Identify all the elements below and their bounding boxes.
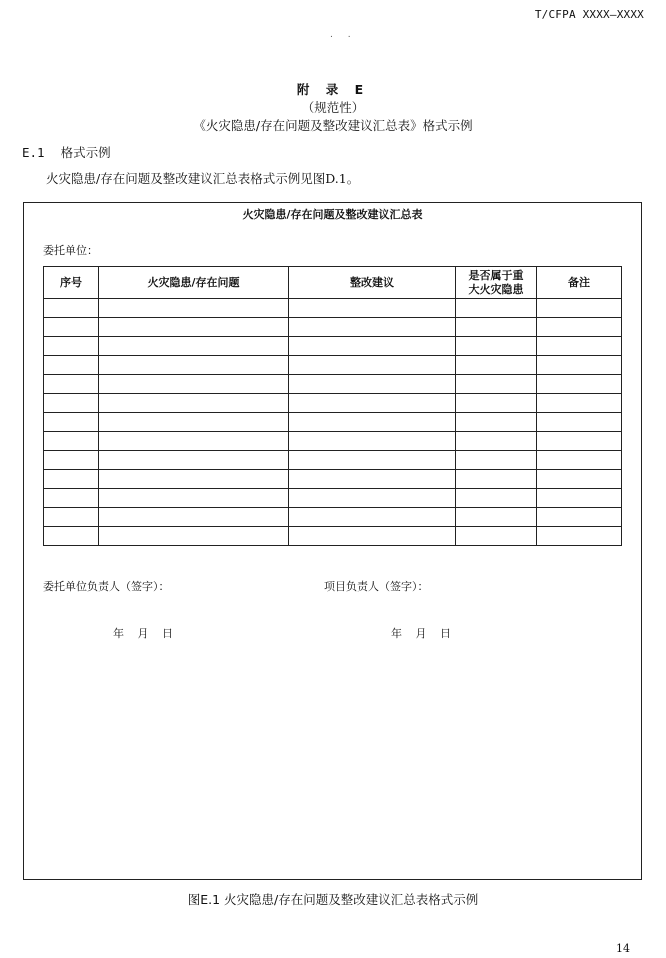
table-cell — [537, 356, 622, 375]
table-row — [44, 394, 622, 413]
table-cell — [537, 375, 622, 394]
table-cell — [289, 337, 456, 356]
table-cell — [537, 413, 622, 432]
table-cell — [456, 356, 537, 375]
table-cell — [44, 356, 99, 375]
section-number: E.1 — [22, 145, 45, 160]
form-title: 火灾隐患/存在问题及整改建议汇总表 — [242, 208, 423, 221]
table-cell — [289, 508, 456, 527]
table-cell — [456, 413, 537, 432]
table-cell — [289, 470, 456, 489]
figure-caption: 图E.1 火灾隐患/存在问题及整改建议汇总表格式示例 — [187, 892, 479, 907]
appendix-type: （规范性） — [301, 100, 365, 115]
table-cell — [537, 470, 622, 489]
table-cell — [456, 337, 537, 356]
column-header-hazard: 火灾隐患/存在问题 — [99, 267, 289, 299]
table-header-row — [44, 267, 622, 299]
table-cell — [456, 527, 537, 546]
table-cell — [537, 432, 622, 451]
table-cell — [289, 489, 456, 508]
table-cell — [44, 527, 99, 546]
table-cell — [289, 394, 456, 413]
table-row — [44, 451, 622, 470]
column-header-remarks: 备注 — [537, 267, 622, 299]
table-row — [44, 508, 622, 527]
table-cell — [537, 508, 622, 527]
table-cell — [44, 470, 99, 489]
table-cell — [289, 451, 456, 470]
table-cell — [289, 527, 456, 546]
table-cell — [456, 432, 537, 451]
table-cell — [44, 394, 99, 413]
table-row — [44, 527, 622, 546]
column-header-serial: 序号 — [44, 267, 99, 299]
table-cell — [289, 318, 456, 337]
table-row — [44, 470, 622, 489]
table-cell — [99, 337, 289, 356]
table-cell — [99, 375, 289, 394]
table-row — [44, 375, 622, 394]
table-cell — [537, 299, 622, 318]
table-body — [44, 299, 622, 546]
table-cell — [537, 394, 622, 413]
table-cell — [44, 375, 99, 394]
table-cell — [99, 470, 289, 489]
project-date: 年 月 日 — [391, 627, 451, 640]
table-row — [44, 337, 622, 356]
table-cell — [537, 337, 622, 356]
appendix-heading: 《火灾隐患/存在问题及整改建议汇总表》格式示例 — [193, 118, 473, 133]
table-cell — [99, 451, 289, 470]
section-heading — [22, 143, 111, 161]
section-title: 格式示例 — [60, 145, 111, 160]
column-header-major-hazard: 是否属于重 大火灾隐患 — [456, 267, 537, 299]
table-cell — [99, 489, 289, 508]
table-cell — [456, 299, 537, 318]
table-cell — [289, 299, 456, 318]
table-cell — [289, 413, 456, 432]
table-row — [44, 489, 622, 508]
table-cell — [44, 413, 99, 432]
table-cell — [289, 375, 456, 394]
table-cell — [44, 432, 99, 451]
table-row — [44, 318, 622, 337]
table-cell — [99, 413, 289, 432]
table-row — [44, 432, 622, 451]
table-cell — [44, 337, 99, 356]
table-cell — [99, 356, 289, 375]
appendix-title: 附 录 E — [296, 82, 370, 97]
table-cell — [99, 318, 289, 337]
table-cell — [456, 318, 537, 337]
table-cell — [456, 394, 537, 413]
table-cell — [99, 508, 289, 527]
table-cell — [289, 432, 456, 451]
table-cell — [456, 451, 537, 470]
table-cell — [456, 508, 537, 527]
table-cell — [44, 451, 99, 470]
table-cell — [99, 299, 289, 318]
table-cell — [44, 299, 99, 318]
table-cell — [537, 527, 622, 546]
table-cell — [44, 318, 99, 337]
summary-table — [43, 266, 622, 546]
client-date: 年 月 日 — [113, 627, 173, 640]
header-dots: . . — [330, 30, 357, 40]
page-number: 14 — [616, 942, 630, 955]
client-signature-label: 委托单位负责人（签字）： — [43, 580, 170, 593]
table-cell — [289, 356, 456, 375]
table-cell — [456, 375, 537, 394]
table-cell — [456, 489, 537, 508]
table-row — [44, 299, 622, 318]
section-body: 火灾隐患/存在问题及整改建议汇总表格式示例见图D.1。 — [46, 171, 360, 186]
document-code: T/CFPA XXXX—XXXX — [534, 8, 644, 21]
table-cell — [456, 470, 537, 489]
table-cell — [99, 527, 289, 546]
table-cell — [99, 432, 289, 451]
table-row — [44, 356, 622, 375]
table-cell — [537, 451, 622, 470]
table-row — [44, 413, 622, 432]
table-cell — [44, 489, 99, 508]
table-cell — [99, 394, 289, 413]
table-cell — [537, 489, 622, 508]
table-cell — [44, 508, 99, 527]
client-unit-label: 委托单位： — [43, 244, 98, 257]
column-header-suggestion: 整改建议 — [289, 267, 456, 299]
table-cell — [537, 318, 622, 337]
project-signature-label: 项目负责人（签字）： — [324, 580, 429, 593]
